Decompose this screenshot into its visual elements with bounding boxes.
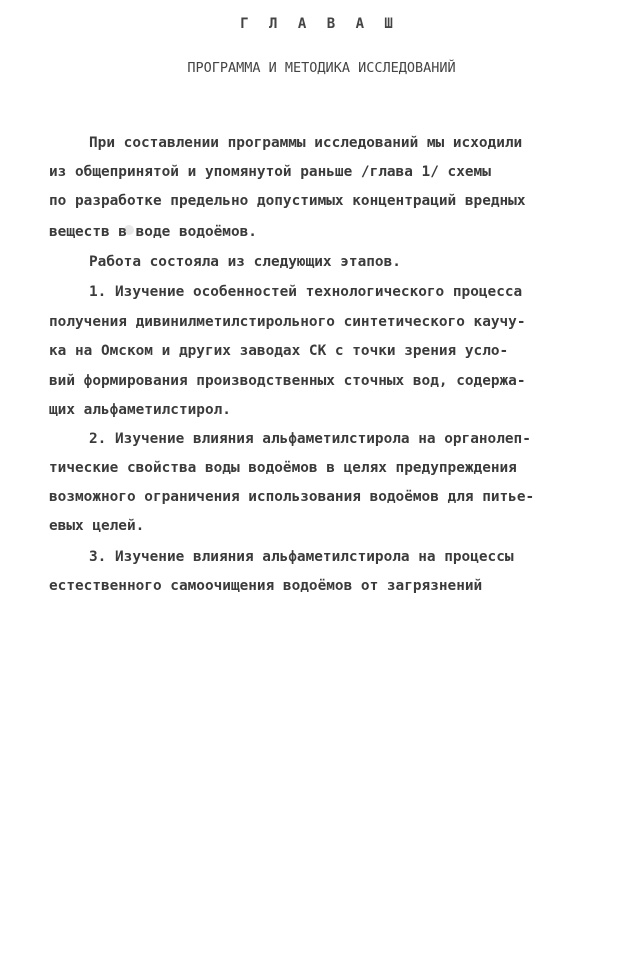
paragraph-line: При составлении программы исследований мы исходили [89, 135, 523, 151]
paragraph-line: тические свойства воды водоёмов в целях предупреждения [49, 460, 517, 476]
section-title: ПРОГРАММА И МЕТОДИКА ИССЛЕДОВАНИЙ [187, 60, 456, 76]
chapter-heading: Г Л А В А Ш [240, 16, 399, 32]
ink-smudge [124, 225, 134, 235]
paragraph-line: ка на Омском и других заводах СК с точки зрения усло- [49, 343, 509, 359]
paragraph-line: щих альфаметилстирол. [49, 402, 231, 418]
paragraph-line: из общепринятой и упомянутой раньше /глава 1/ схемы [49, 164, 491, 180]
paragraph-line: веществ в воде водоёмов. [49, 224, 257, 240]
paragraph-line: 2. Изучение влияния альфаметилстирола на органолеп- [89, 431, 531, 447]
paragraph-line: возможного ограничения использования водоёмов для питье- [49, 489, 535, 505]
paragraph-line: по разработке предельно допустимых концентраций вредных [49, 193, 526, 209]
paragraph-line: евых целей. [49, 518, 145, 534]
paragraph-line: получения дивинилметилстирольного синтетического каучу- [49, 314, 526, 330]
paragraph-line: 3. Изучение влияния альфаметилстирола на процессы [89, 549, 514, 565]
paragraph-line: естественного самоочищения водоёмов от загрязнений [49, 578, 483, 594]
paragraph-line: 1. Изучение особенностей технологического процесса [89, 284, 523, 300]
paragraph-line: вий формирования производственных сточных вод, содержа- [49, 373, 526, 389]
paragraph-line: Работа состояла из следующих этапов. [89, 254, 401, 270]
